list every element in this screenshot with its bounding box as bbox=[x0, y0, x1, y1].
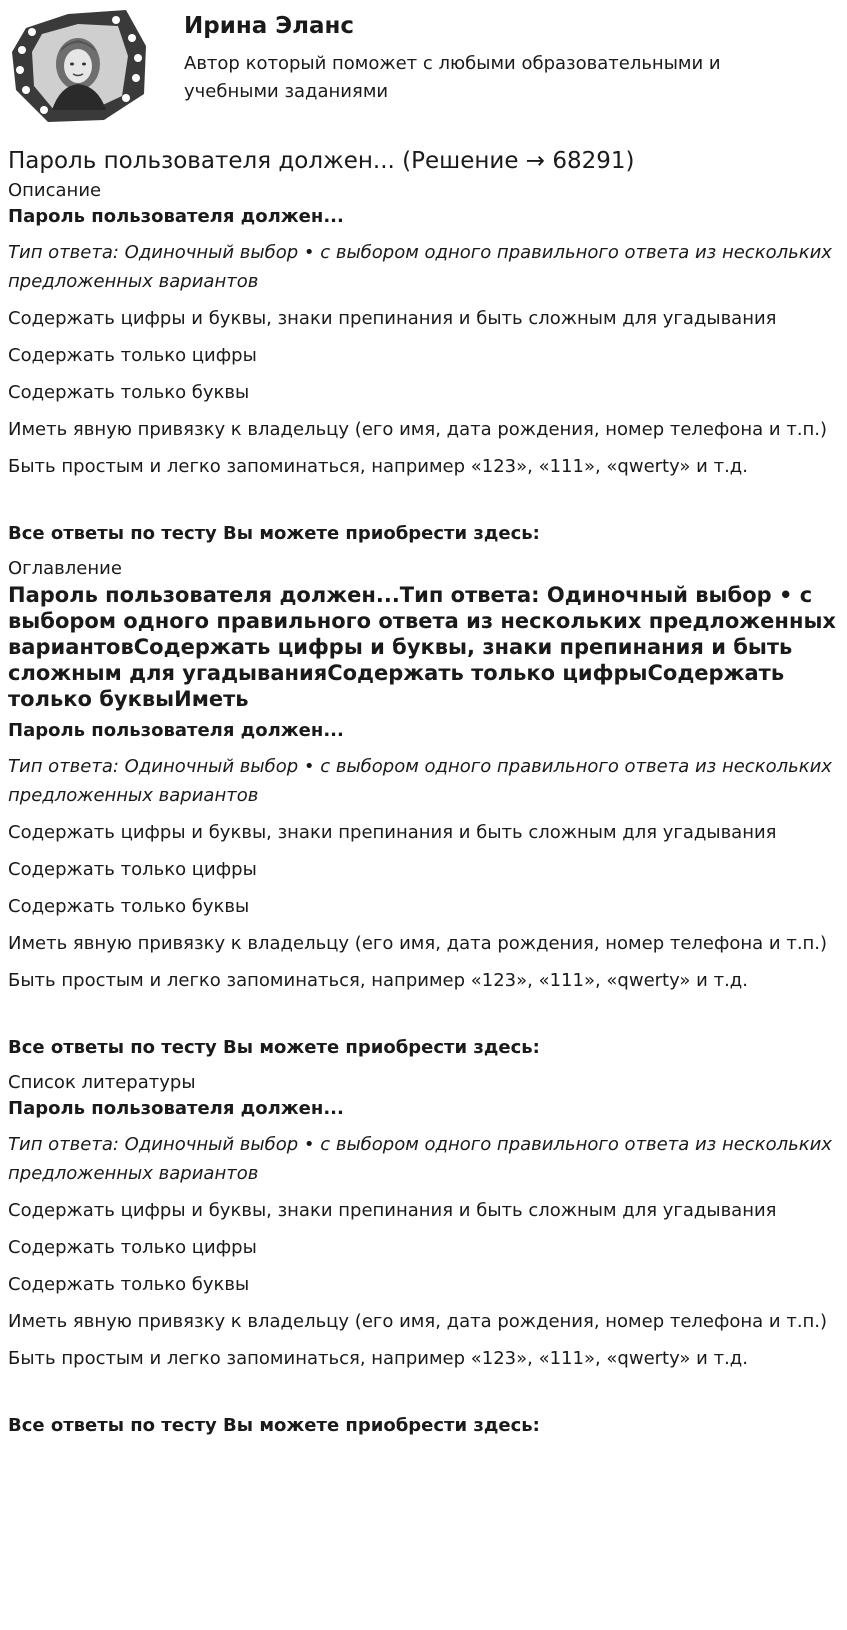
author-card bbox=[8, 0, 838, 132]
answer-option: Содержать только цифры bbox=[8, 859, 257, 880]
answer-option: Содержать только буквы bbox=[8, 382, 250, 403]
section-label-description: Описание bbox=[8, 180, 102, 201]
section-label-literature: Список литературы bbox=[8, 1072, 196, 1093]
question-title: Пароль пользователя должен... bbox=[8, 206, 344, 227]
question-title: Пароль пользователя должен... bbox=[8, 1098, 344, 1119]
answer-option: Быть простым и легко запоминаться, например «123», «111», «qwerty» и т.д. bbox=[8, 456, 748, 477]
question-block-literature bbox=[8, 1096, 838, 1439]
answer-option: Быть простым и легко запоминаться, например «123», «111», «qwerty» и т.д. bbox=[8, 1348, 748, 1369]
answer-option: Быть простым и легко запоминаться, например «123», «111», «qwerty» и т.д. bbox=[8, 970, 748, 991]
question-block-description bbox=[8, 204, 838, 547]
answer-option: Содержать только буквы bbox=[8, 896, 250, 917]
answer-option: Содержать цифры и буквы, знаки препинания и быть сложным для угадывания bbox=[8, 1200, 777, 1221]
answer-option: Содержать только цифры bbox=[8, 345, 257, 366]
author-description: Автор который поможет с любыми образовательными и учебными заданиями bbox=[184, 53, 721, 102]
author-name[interactable]: Ирина Эланс bbox=[184, 13, 355, 39]
avatar[interactable] bbox=[8, 6, 153, 126]
page-title: Пароль пользователя должен... (Решение → 68291) bbox=[8, 148, 635, 174]
answer-option: Содержать только цифры bbox=[8, 1237, 257, 1258]
question-block-toc bbox=[8, 582, 838, 1061]
avatar-film-frame-icon bbox=[8, 6, 153, 126]
answer-option: Иметь явную привязку к владельцу (его имя, дата рождения, номер телефона и т.п.) bbox=[8, 933, 828, 954]
answer-type: Тип ответа: Одиночный выбор • с выбором одного правильного ответа из нескольких предложенных вариантов bbox=[8, 756, 832, 806]
answer-type: Тип ответа: Одиночный выбор • с выбором одного правильного ответа из нескольких предложенных вариантов bbox=[8, 242, 832, 292]
buy-answers-note: Все ответы по тесту Вы можете приобрести здесь: bbox=[8, 1037, 540, 1058]
answer-option: Содержать цифры и буквы, знаки препинания и быть сложным для угадывания bbox=[8, 308, 777, 329]
toc-heading: Пароль пользователя должен...Тип ответа: Одиночный выбор • с выбором одного правильного ответа из нескольких предложенных вариантовСодержать цифры и буквы, знаки препинания и быть сложным для угадыванияСодержать только цифрыСодержать только буквыИметь bbox=[8, 583, 836, 711]
section-label-toc: Оглавление bbox=[8, 558, 122, 579]
buy-answers-note: Все ответы по тесту Вы можете приобрести здесь: bbox=[8, 1415, 540, 1436]
answer-type: Тип ответа: Одиночный выбор • с выбором одного правильного ответа из нескольких предложенных вариантов bbox=[8, 1134, 832, 1184]
answer-option: Иметь явную привязку к владельцу (его имя, дата рождения, номер телефона и т.п.) bbox=[8, 1311, 828, 1332]
buy-answers-note: Все ответы по тесту Вы можете приобрести здесь: bbox=[8, 523, 540, 544]
page bbox=[8, 0, 838, 1448]
answer-option: Иметь явную привязку к владельцу (его имя, дата рождения, номер телефона и т.п.) bbox=[8, 419, 828, 440]
question-title: Пароль пользователя должен... bbox=[8, 720, 344, 741]
answer-option: Содержать цифры и буквы, знаки препинания и быть сложным для угадывания bbox=[8, 822, 777, 843]
answer-option: Содержать только буквы bbox=[8, 1274, 250, 1295]
